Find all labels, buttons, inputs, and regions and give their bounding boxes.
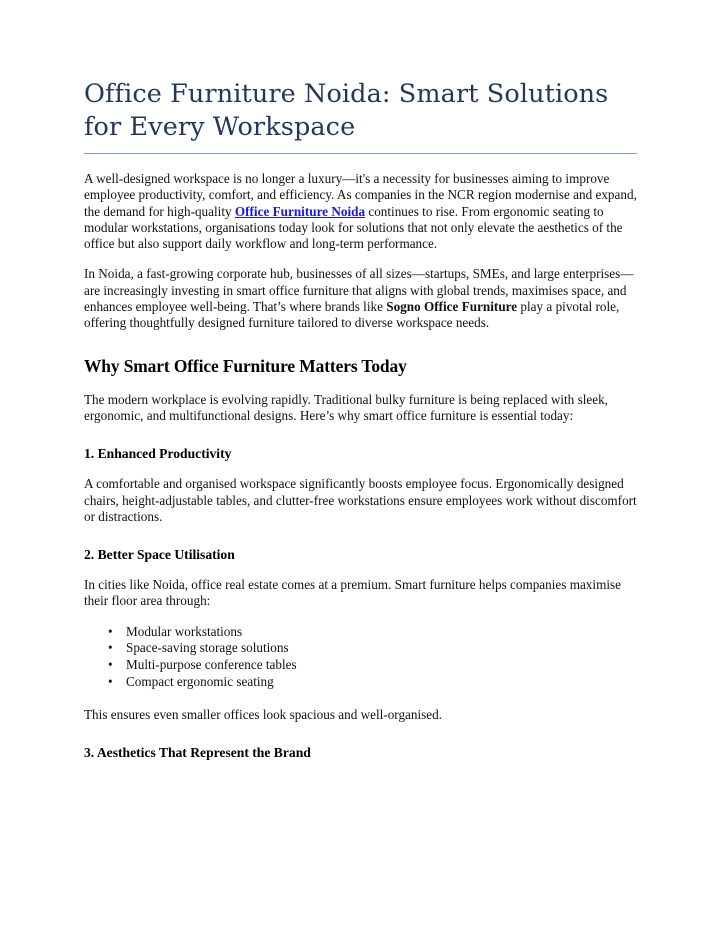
bullet-icon: • xyxy=(108,673,113,689)
second-text-part2: play a pivotal role, offering thoughtfully designed furniture tailored to diverse workspace needs. xyxy=(84,299,620,331)
article-body xyxy=(84,78,637,761)
closing-paragraph: This ensures even smaller offices look spacious and well-organised. xyxy=(84,706,443,722)
list-item xyxy=(84,640,637,657)
list-item-label: Space-saving storage solutions xyxy=(126,640,289,656)
sogno-office-furniture-emphasis: Sogno Office Furniture xyxy=(386,299,518,315)
intro-paragraph xyxy=(84,171,637,252)
second-paragraph xyxy=(84,266,637,331)
section-heading-why-smart-office-furniture: Why Smart Office Furniture Matters Today xyxy=(84,355,407,376)
space-utilisation-bullet-list xyxy=(84,624,637,691)
subsection-heading-aesthetics-represent-brand: 3. Aesthetics That Represent the Brand xyxy=(84,744,311,760)
list-item xyxy=(84,657,637,674)
office-furniture-noida-link[interactable]: Office Furniture Noida xyxy=(234,203,366,219)
bullet-icon: • xyxy=(108,640,113,656)
list-item xyxy=(84,624,637,641)
list-item-label: Modular workstations xyxy=(126,623,243,639)
page-title: Office Furniture Noida: Smart Solutions for Every Workspace xyxy=(84,79,609,142)
bullet-icon: • xyxy=(108,657,113,673)
bullet-icon: • xyxy=(108,623,113,639)
subsection-heading-enhanced-productivity: 1. Enhanced Productivity xyxy=(84,446,232,462)
section-intro-paragraph: The modern workplace is evolving rapidly. Traditional bulky furniture is being replaced with sleek, ergonomic, and multifunctional designs. Here’s why smart office furniture is essential today: xyxy=(84,391,608,423)
subsection-heading-better-space-utilisation: 2. Better Space Utilisation xyxy=(84,547,235,563)
list-item-label: Multi-purpose conference tables xyxy=(126,657,297,673)
subsection-body-better-space-utilisation: In cities like Noida, office real estate comes at a premium. Smart furniture helps companies maximise their floor area through: xyxy=(84,577,621,609)
list-item xyxy=(84,674,637,691)
intro-text-part2: continues to rise. From ergonomic seating to modular workstations, organisations today look for solutions that not only elevate the aesthetics of the office but also support daily workflow and long-term performance. xyxy=(84,203,623,252)
subsection-body-enhanced-productivity: A comfortable and organised workspace significantly boosts employee focus. Ergonomically designed chairs, height-adjustable tables, and clutter-free workstations ensure employees work without discomfort or distractions. xyxy=(84,476,637,524)
second-text-part1: In Noida, a fast-growing corporate hub, businesses of all sizes—startups, SMEs, and large enterprises—are increasingly investing in smart office furniture that aligns with global trends, maximises space, and enhances employee well-being. That’s where brands like xyxy=(84,266,634,315)
list-item-label: Compact ergonomic seating xyxy=(126,673,274,689)
title-divider xyxy=(84,153,637,154)
intro-text-part1: A well-designed workspace is no longer a luxury—it's a necessity for businesses aiming to improve employee productivity, comfort, and efficiency. As companies in the NCR region modernise and expand, the demand for high-quality xyxy=(84,171,637,219)
